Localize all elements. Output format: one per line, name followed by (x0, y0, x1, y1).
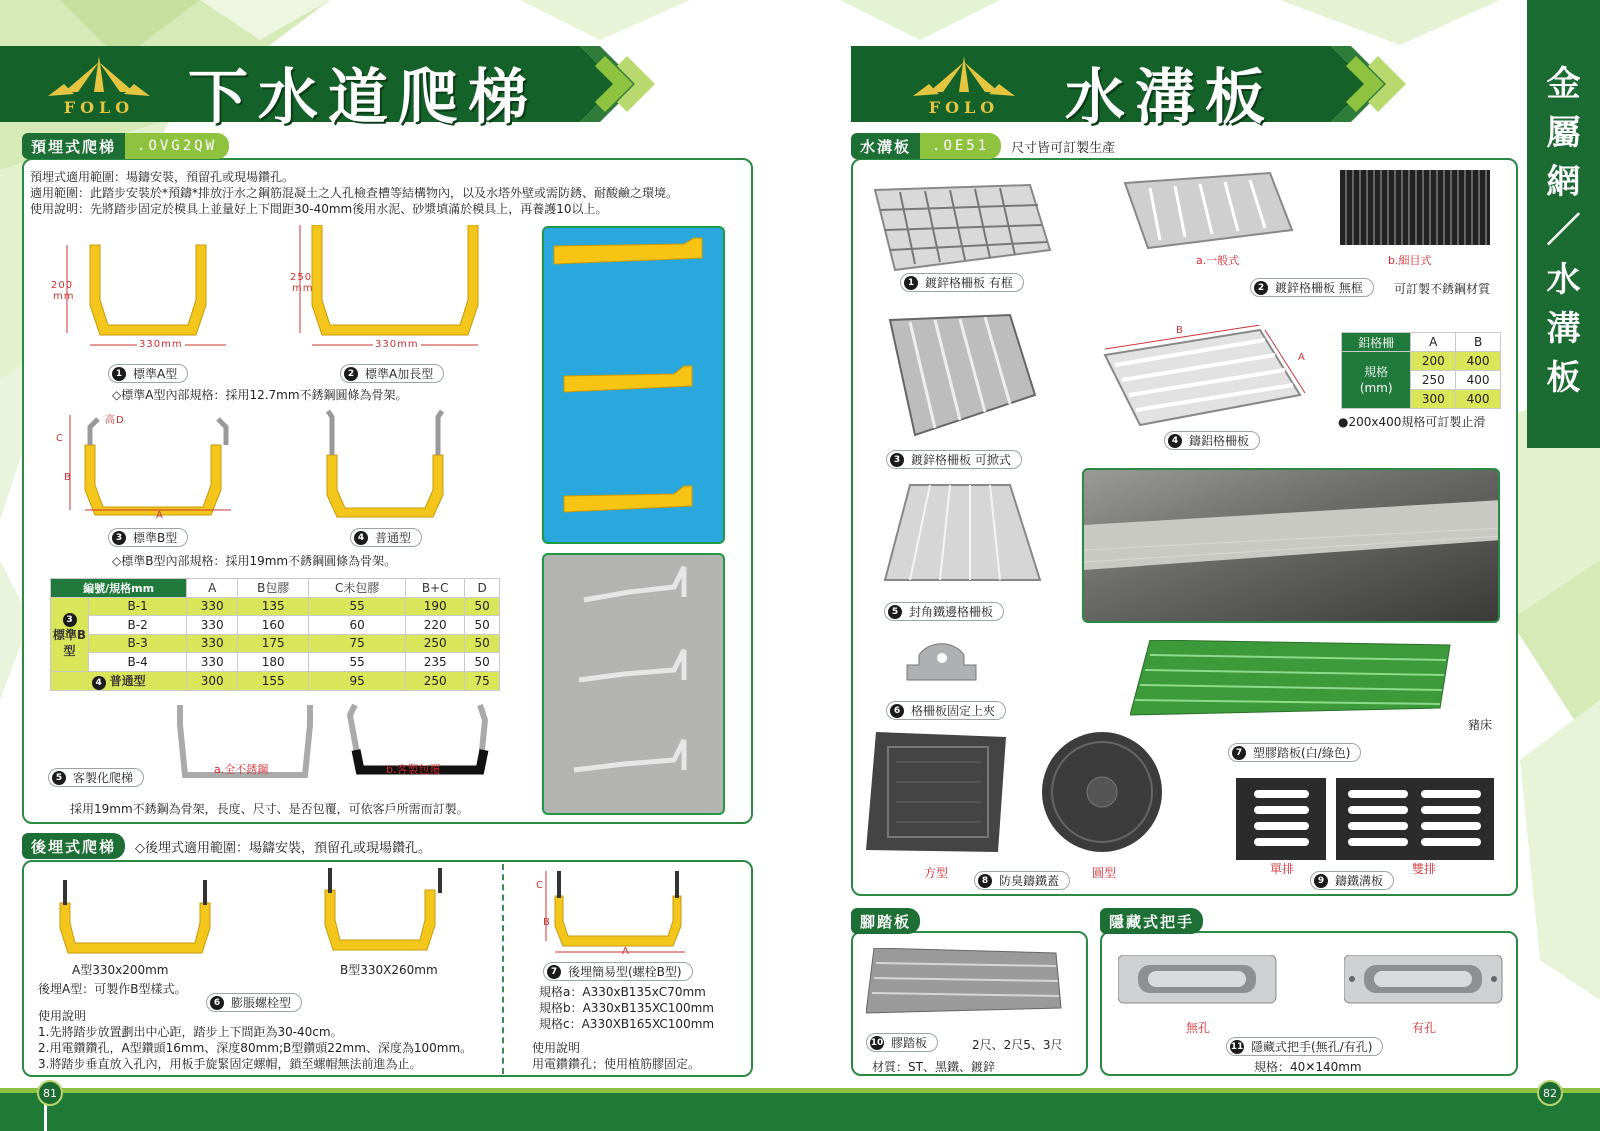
ditch-item-1: 1 鍍鋅格柵板 有框 (900, 273, 1024, 292)
dim-330b: 330mm (375, 339, 419, 350)
simple-dim-a: A (622, 946, 630, 957)
installed-ladder-photo (542, 226, 725, 544)
post-divider (502, 864, 504, 1074)
ditch-section-header (851, 133, 1115, 159)
section-code: .OVG2QW (125, 133, 229, 159)
photo-ladder-rungs (544, 228, 725, 544)
item-2-label: 2 標準A加長型 (340, 364, 444, 383)
dim-a: A (156, 510, 164, 521)
grating-liftable (880, 310, 1040, 445)
note-a-spec: ◇標準A型內部規格：採用12.7mm不銹鋼圓條為骨架。 (112, 388, 408, 402)
left-banner-chevrons (555, 46, 675, 122)
left-page-title: 下水道爬梯 (188, 63, 538, 133)
round-label: 圓型 (1092, 866, 1117, 880)
ladder-a-drawings (50, 225, 500, 355)
label-b-fine: b.細目式 (1388, 254, 1432, 267)
label-a-general: a.一般式 (1196, 254, 1240, 267)
handle-item-11: 11 隱藏式把手(無孔/有孔) (1226, 1037, 1383, 1056)
stainless-note: 可訂製不銹鋼材質 (1394, 282, 1491, 296)
round-manhole-cover (1038, 730, 1168, 855)
right-banner-chevrons (1306, 46, 1426, 122)
section-title: 後埋式爬梯 (22, 833, 125, 859)
cast-aluminum-grating (1100, 325, 1310, 435)
grating-with-frame (870, 180, 1060, 280)
simple-dim-c: C (536, 880, 544, 891)
with-hole-label: 有孔 (1412, 1021, 1437, 1035)
ditch-item-9: 9 鑄鐵溝板 (1310, 871, 1394, 890)
dim-high-d: 高D (105, 415, 125, 426)
custom-note: 採用19mm不銹鋼為骨架，長度、尺寸、是否包覆，可依客戶所需而訂製。 (70, 802, 469, 816)
post-ladder-drawings (45, 865, 465, 960)
ditch-item-6: 6 格柵板固定上夾 (886, 701, 1006, 720)
cast-iron-ditch-boards (1236, 778, 1496, 860)
dim-c: C (56, 433, 64, 444)
alu-spec-table: 鋁格柵 A B 規格 (mm) 200 400 250 400 300 400 (1341, 332, 1501, 409)
checker-plate-tread (866, 948, 1066, 1018)
handle-no-hole (1118, 955, 1278, 1005)
single-row-label: 單排 (1270, 862, 1295, 876)
alu-dim-b: B (1176, 325, 1184, 336)
logo-text-right: FOLO (928, 98, 1000, 117)
post-a-note: 後埋A型：可製作B型樣式。 (38, 982, 187, 996)
fine-mesh-grating (1340, 170, 1490, 245)
item-7-label: 7 後埋簡易型(螺栓B型) (543, 962, 693, 981)
alu-dim-a: A (1298, 352, 1306, 363)
tread-material: 材質：ST、黑鐵、鍍鋅 (872, 1060, 995, 1074)
angle-edge-grating (880, 480, 1045, 600)
custom-a-label: a.全不銹鋼 (214, 763, 269, 776)
simple-specs: 規格a：A330xB135xC70mm 規格b：A330xB135XC100mm 規格c：A330XB165XC100mm (539, 985, 715, 1031)
double-row-label: 雙排 (1412, 862, 1437, 876)
section-note: 尺寸皆可訂製生產 (1011, 140, 1116, 156)
page-number-left: 81 (37, 1080, 63, 1106)
handle-section-header (1100, 908, 1203, 934)
item-4-label: 4 普通型 (350, 528, 422, 547)
section-code: .OE51 (920, 133, 1001, 159)
side-chapter-tab (1527, 0, 1600, 448)
section-title: 腳踏板 (851, 908, 920, 934)
embedded-description: 預埋式適用範圍：場鑄安裝，預留孔或現場鑽孔。 適用範圍：此踏步安裝於*預鑄*排放汙水之鋼筋混凝土之人孔檢查槽等結構物內，以及水塔外壁或需防銹、耐酸鹼之環境。 使用說明：先將踏步固定於模具上並量好上下間距30-40mm後用水泥、砂漿填滿於模具上，再養護10以上。 (30, 170, 679, 216)
side-tab-text: 金 屬 網 ／ 水 溝 板 (1546, 64, 1581, 398)
simple-usage: 使用說明 用電鑽鑽孔；使用植筋膠固定。 (532, 1041, 701, 1071)
item-1-label: 1 標準A型 (108, 364, 188, 383)
dim-250: 250 mm (290, 272, 314, 294)
ladder-spec-table: 編號/規格mm A B包膠 C未包膠 B+C D 3 標準B 型 B-1 330 135 55 190 50 B-2 330 160 60 220 50 B-3 330 175 75 250 50 B-4 330 180 55 235 50 4 普通型 300 155 95 250 75 (50, 578, 500, 691)
left-banner (0, 46, 580, 133)
custom-b-label: b.客製包覆 (386, 763, 441, 776)
embedded-section-header (22, 133, 229, 159)
ditch-item-8: 8 防臭鑄鐵蓋 (974, 871, 1070, 890)
footer-bar (0, 1093, 1600, 1131)
folo-logo (44, 52, 154, 116)
handle-spec: 規格：40✕140mm (1254, 1060, 1362, 1074)
grating-clamp (902, 640, 982, 690)
simple-ladder-drawing (530, 866, 710, 956)
note-b-spec: ◇標準B型內部規格：採用19mm不銹鋼圓條為骨架。 (112, 554, 397, 568)
right-banner (851, 46, 1331, 133)
dim-b: B (64, 472, 72, 483)
folo-logo-right (909, 52, 1019, 116)
square-label: 方型 (924, 866, 949, 880)
dim-330a: 330mm (139, 339, 183, 350)
post-a-label: A型330x200mm (72, 963, 169, 977)
item-5-label: 5 客製化爬梯 (48, 768, 144, 787)
tread-section-header (851, 908, 920, 934)
dim-200: 200 mm (51, 280, 75, 302)
section-title: 隱藏式把手 (1100, 908, 1203, 934)
plastic-tread-board (1130, 640, 1460, 720)
tread-item-10: 10 膠踏板 (866, 1033, 938, 1052)
ladder-b-drawings (55, 410, 455, 520)
alu-note: ●200x400規格可訂製止滑 (1338, 415, 1486, 429)
section-title: 預埋式爬梯 (22, 133, 125, 159)
post-b-label: B型330X260mm (340, 963, 438, 977)
ditch-item-5: 5 封角鐵邊格柵板 (884, 602, 1004, 621)
ditch-item-4: 4 鑄鋁格柵板 (1164, 431, 1260, 450)
item-3-label: 3 標準B型 (108, 528, 188, 547)
no-hole-label: 無孔 (1186, 1021, 1211, 1035)
pig-bed-label: 豬床 (1468, 718, 1493, 732)
logo-text: FOLO (63, 98, 135, 117)
ditch-item-3: 3 鍍鋅格柵板 可掀式 (886, 450, 1022, 469)
section-note: ◇後埋式適用範圍：場鑄安裝，預留孔或現場鑽孔。 (135, 840, 432, 856)
post-usage: 使用說明 1.先將踏步放置劃出中心距，踏步上下間距為30-40cm。 2.用電鑽鑽孔，A型鑽頭16mm、深度80mm;B型鑽頭22mm、深度為100mm。 3.將踏步垂直放入孔內，用板手旋緊固定螺帽，鎖至螺帽無法前進為止。 (38, 1009, 473, 1071)
installed-grating-photo (1082, 468, 1500, 623)
steel-ladder-photo (542, 553, 725, 815)
right-page-title: 水溝板 (1065, 63, 1275, 133)
section-title: 水溝板 (851, 133, 920, 159)
item-6-label: 6 膨脹螺栓型 (206, 993, 302, 1012)
simple-dim-b: B (543, 917, 551, 928)
ditch-item-7: 7 塑膠踏板(白/綠色) (1228, 743, 1361, 762)
tread-sizes: 2尺、2尺5、3尺 (972, 1038, 1063, 1052)
ditch-item-2: 2 鍍鋅格柵板 無框 (1250, 278, 1374, 297)
grating-no-frame (1120, 168, 1295, 258)
post-section-header (22, 833, 431, 859)
handle-with-hole (1344, 955, 1504, 1005)
page-number-right: 82 (1537, 1080, 1563, 1106)
square-manhole-cover (866, 732, 1016, 857)
